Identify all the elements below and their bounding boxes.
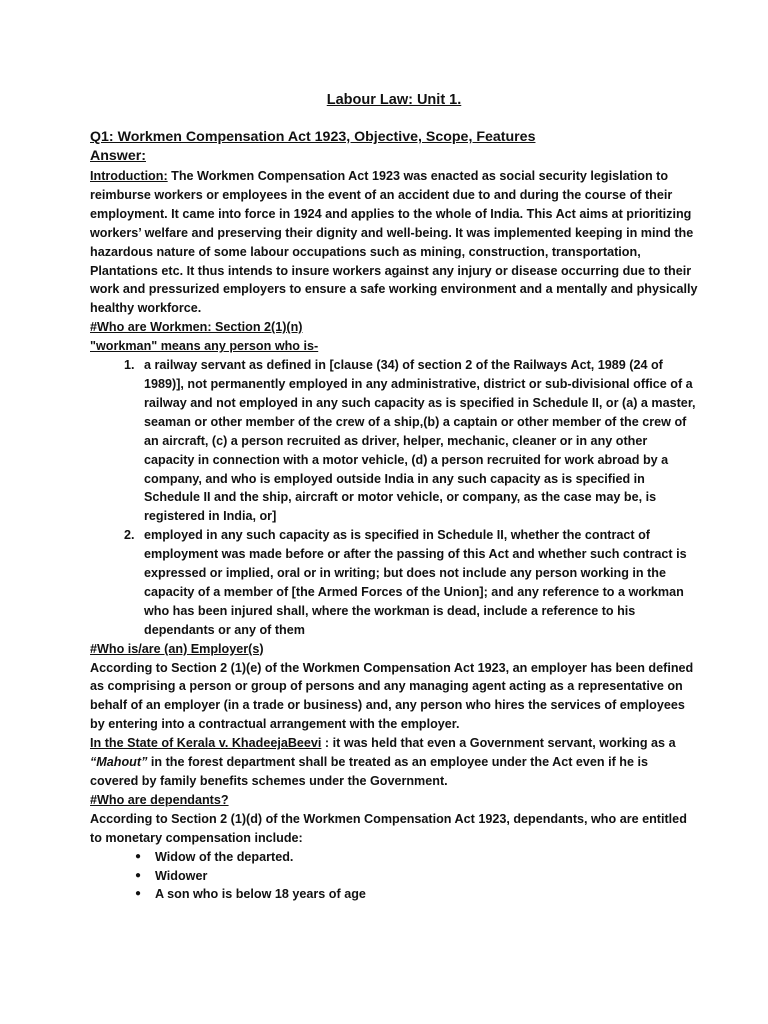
- list-item: ● Widow of the departed.: [135, 848, 698, 867]
- dependants-list: [90, 848, 698, 905]
- intro-text: The Workmen Compensation Act 1923 was enacted as social security legislation to reimburse workers or employees in the event of an accident due to and during the course of their employment. It came into force in 1924 and applies to the whole of India. This Act aims at prioritizing workers’ welfare and preserving their dignity and well-being. It was implemented keeping in mind the hazardous nature of some labour occupations such as mining, construction, transportation, Plantations etc. It thus intends to insure workers against any injury or disease occurring due to their work and pressurized employers to ensure a safe working environment and a mentally and physically healthy workforce.: [90, 169, 698, 316]
- introduction-paragraph: [90, 167, 698, 318]
- list-item: 2. employed in any such capacity as is specified in Schedule II, whether the contract of employment was made before or after the passing of this Act and whether such contract is expressed or implied, oral or in writing; but does not include any person working in the capacity of a member of [the Armed Forces of the Union]; and any reference to a workman who has been injured shall, where the workman is dead, include a reference to his dependants or any of them: [138, 526, 698, 639]
- dependants-paragraph: According to Section 2 (1)(d) of the Workmen Compensation Act 1923, dependants, who are entitled to monetary compensation include:: [90, 811, 687, 845]
- mahout-term: “Mahout”: [90, 755, 148, 770]
- list-item: ● Widower: [135, 867, 698, 886]
- case-text-1: : it was held that even a Government servant, working as a: [321, 736, 676, 751]
- employer-heading: #Who is/are (an) Employer(s): [90, 641, 264, 656]
- workmen-heading: #Who are Workmen: Section 2(1)(n): [90, 320, 303, 335]
- page-title: Labour Law: Unit 1.: [326, 92, 462, 108]
- workman-definition: "workman" means any person who is-: [90, 339, 319, 354]
- list-item: 1. a railway servant as defined in [clause (34) of section 2 of the Railways Act, 1989 (24 of 1989)], not permanently employed in any administrative, district or sub-divisional office of a railway and not employed in any such capacity as is specified in Schedule II, or (a) a master, seaman or other member of the crew of a ship,(b) a captain or other member of the crew of an aircraft, (c) a person recruited as driver, helper, mechanic, cleaner or in any other capacity in connection with a motor vehicle, (d) a person recruited for work abroad by a company, and who is employed outside India in any such capacity as is specified in Schedule II and the ship, aircraft or motor vehicle, or company, as the case may be, is registered in India, or]: [138, 356, 698, 526]
- question-heading: Q1: Workmen Compensation Act 1923, Objective, Scope, Features: [90, 129, 536, 145]
- list-item: ● A son who is below 18 years of age: [135, 885, 698, 904]
- workman-list: [90, 356, 698, 640]
- case-paragraph: [90, 734, 698, 791]
- answer-label: Answer:: [90, 148, 146, 164]
- case-name: In the State of Kerala v. KhadeejaBeevi: [90, 736, 322, 751]
- employer-paragraph: According to Section 2 (1)(e) of the Workmen Compensation Act 1923, an employer has been defined as comprising a person or group of persons and any managing agent acting as a representative on behalf of an employer (in a trade or business) and, any person who hires the services of employees by entering into a contractual arrangement with the employer.: [90, 660, 694, 732]
- case-text-2: in the forest department shall be treated as an employee under the Act even if he is covered by family benefits schemes under the Government.: [90, 755, 648, 788]
- dependants-heading: #Who are dependants?: [90, 792, 229, 807]
- intro-label: Introduction:: [90, 169, 168, 183]
